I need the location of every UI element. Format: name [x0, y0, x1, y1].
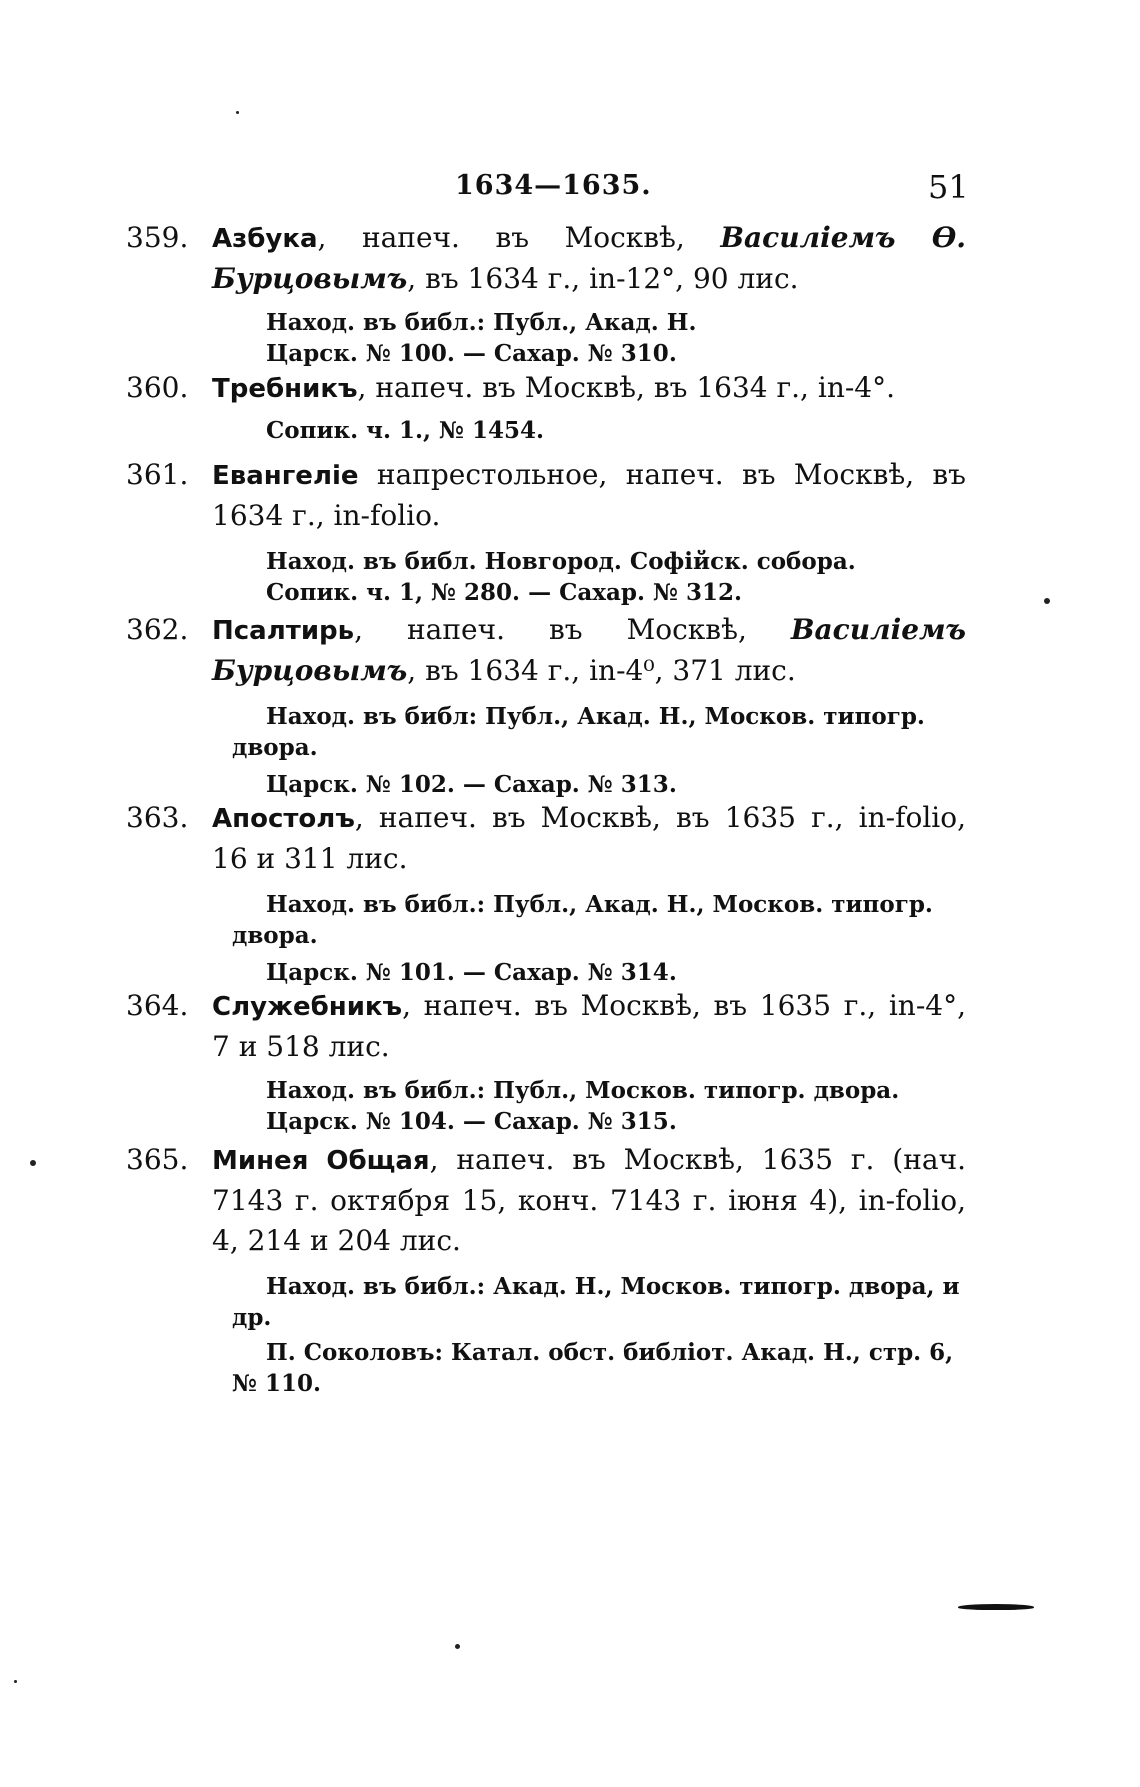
- page-header-year-range: 1634—1635.: [455, 170, 652, 201]
- entry-printer: Василіемъ Бурцовымъ: [212, 613, 966, 687]
- entry-description: [212, 986, 966, 1067]
- entry-note: Наход. въ библ.: Публ., Москов. типогр. двора.: [266, 1077, 900, 1104]
- entry-number: 360.: [126, 371, 189, 404]
- entry-number: 359.: [126, 221, 189, 254]
- entry-number: 363.: [126, 801, 189, 834]
- entry-note: Наход. въ библ.: Публ., Акад. Н.: [266, 309, 697, 336]
- entry-title: Азбука: [212, 224, 318, 254]
- bibliography-entry: [126, 986, 966, 1137]
- entry-description: [212, 368, 966, 409]
- entry-note: Царск. № 100. — Сахар. № 310.: [266, 340, 677, 367]
- entry-description: [212, 218, 966, 299]
- entry-note: Царск. № 104. — Сахар. № 315.: [266, 1108, 677, 1135]
- entry-number: 361.: [126, 458, 189, 491]
- entry-text-part: , напеч. въ Москвѣ, 1635 г. (нач. 7143 г. октября 15, конч. 7143 г. іюня 4), in-folio, 4, 214 и 204 лис.: [212, 1143, 966, 1257]
- entry-note: Сопик. ч. 1., № 1454.: [266, 417, 545, 444]
- entry-description: [212, 1140, 966, 1261]
- end-ornament: [958, 1604, 1034, 1610]
- page-number: 51: [928, 168, 969, 206]
- entry-title: Апостолъ: [212, 804, 355, 834]
- entry-note: Царск. № 101. — Сахар. № 314.: [266, 959, 677, 986]
- bibliography-entry: [126, 798, 966, 988]
- entry-note: Наход. въ библ.: Акад. Н., Москов. типогр. двора, и др.: [232, 1273, 960, 1331]
- entry-text-part: , напеч. въ Москвѣ, въ 1635 г., in-folio, 16 и 311 лис.: [212, 801, 966, 875]
- entry-title: Требникъ: [212, 374, 358, 404]
- entry-note: Наход. въ библ. Новгород. Софійск. собора.: [266, 548, 856, 575]
- bibliography-entry: [126, 368, 966, 446]
- bibliography-entry: [126, 1140, 966, 1399]
- entry-text-part: , напеч. въ Москвѣ,: [317, 221, 721, 254]
- entry-text-part: напрестольное, напеч. въ Москвѣ, въ 1634 г., in-folio.: [212, 458, 966, 532]
- entry-note: Сопик. ч. 1, № 280. — Сахар. № 312.: [266, 579, 743, 606]
- bibliography-entry: [126, 218, 966, 369]
- entry-number: 365.: [126, 1143, 189, 1176]
- entry-text-rest: , въ 1634 г., in-4⁰, 371 лис.: [407, 654, 796, 687]
- entry-text-part: , напеч. въ Москвѣ,: [354, 613, 791, 646]
- bibliography-entry: [126, 610, 966, 800]
- entry-title: Евангеліе: [212, 461, 359, 491]
- scan-speck: [236, 111, 239, 114]
- entry-title: Служебникъ: [212, 992, 403, 1022]
- entry-note: П. Соколовъ: Катал. обст. библіот. Акад. Н., стр. 6, № 110.: [232, 1339, 954, 1397]
- entry-title: Псалтирь: [212, 616, 355, 646]
- entry-title: Минея Общая: [212, 1146, 430, 1176]
- bibliography-entry: [126, 455, 966, 608]
- entry-printer: Василіемъ Ѳ. Бурцовымъ: [212, 221, 967, 295]
- entry-description: [212, 455, 966, 536]
- entry-description: [212, 610, 966, 691]
- scan-speck: [30, 1160, 36, 1166]
- entry-description: [212, 798, 966, 879]
- scan-speck: [455, 1644, 460, 1649]
- entry-text-part: , напеч. въ Москвѣ, въ 1634 г., in-4°.: [357, 371, 896, 404]
- entry-number: 364.: [126, 989, 189, 1022]
- entry-text-part: , напеч. въ Москвѣ, въ 1635 г., in-4°, 7 и 518 лис.: [212, 989, 966, 1063]
- entry-number: 362.: [126, 613, 189, 646]
- scan-speck: [1044, 598, 1050, 604]
- entry-text-rest: , въ 1634 г., in-12°, 90 лис.: [407, 262, 799, 295]
- scan-speck: [14, 1680, 17, 1683]
- entry-note: Царск. № 102. — Сахар. № 313.: [266, 771, 677, 798]
- entry-note: Наход. въ библ.: Публ., Акад. Н., Москов. типогр. двора.: [232, 891, 933, 949]
- entry-note: Наход. въ библ: Публ., Акад. Н., Москов. типогр. двора.: [232, 703, 925, 761]
